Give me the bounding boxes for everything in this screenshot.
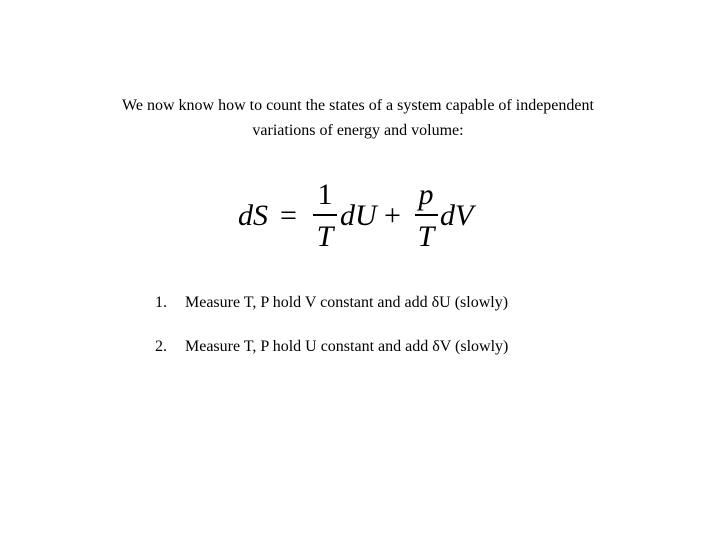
intro-line-1: We now know how to count the states of a system capable of independent [122,97,594,114]
fraction-2-numerator: p [418,178,434,211]
step-item [155,334,508,359]
equation-svg [235,180,485,254]
equation-term-1: dU [340,199,377,232]
equation-term-2: dV [440,199,474,232]
fraction-2-denominator: T [417,220,435,253]
intro-paragraph [0,93,716,143]
step-item [155,290,508,315]
intro-line-2: variations of energy and volume: [252,122,464,139]
step-text: Measure T, P hold V constant and add δU (slowly) [185,294,509,311]
step-number: 2. [155,338,167,355]
steps-list [155,290,508,378]
fraction-1-denominator: T [316,220,334,253]
step-number: 1. [155,294,167,311]
step-text: Measure T, P hold U constant and add δV (slowly) [185,338,509,355]
equation-lhs: dS [238,199,268,232]
fraction-1-numerator: 1 [317,178,333,211]
equation-plus: + [384,199,401,232]
equation-equals: = [280,199,297,232]
entropy-equation [235,180,485,254]
